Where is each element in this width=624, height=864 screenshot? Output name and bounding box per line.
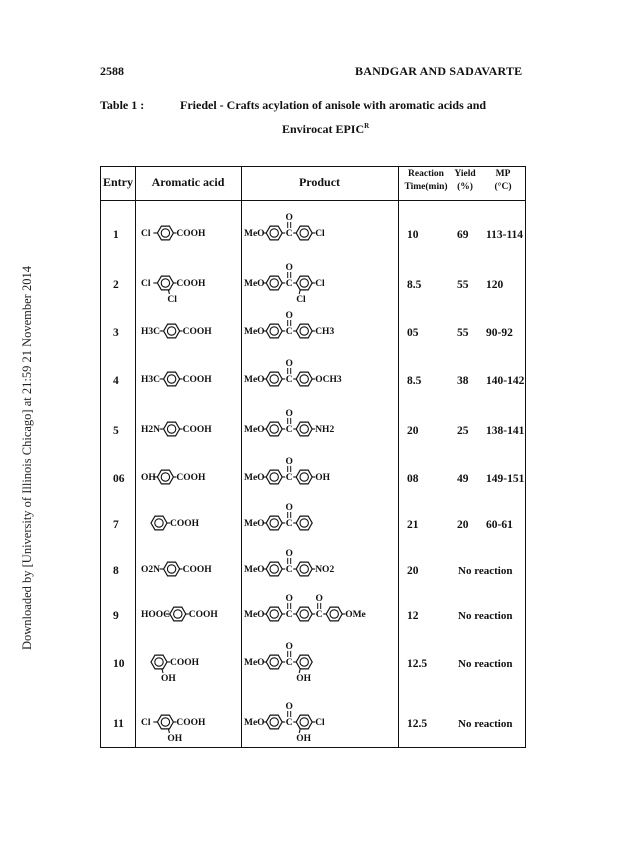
bond-line [299, 729, 300, 733]
results-table [100, 166, 526, 748]
column-divider [135, 167, 136, 747]
carbonyl-oxygen: O [285, 702, 293, 712]
acid-carboxyl: COOH [182, 565, 212, 575]
table-title-line-2 [282, 122, 369, 137]
carbonyl-oxygen: O [285, 642, 293, 652]
aromatic-acid-structure [137, 318, 241, 358]
header-entry: Entry [103, 175, 133, 189]
product-structure [242, 407, 398, 455]
benzene-ring [296, 422, 312, 436]
product-substituent: NO2 [315, 565, 335, 575]
benzene-ring [296, 372, 312, 386]
product-ring-substituent: OH [296, 734, 311, 744]
product-methoxy: MeO [244, 229, 265, 239]
benzene-ring [157, 470, 173, 484]
benzene-ring [266, 562, 282, 576]
header-product: Product [298, 175, 341, 189]
aromatic-acid-structure [137, 220, 241, 260]
benzene-ring [296, 562, 312, 576]
reaction-time: 12 [407, 610, 419, 622]
carbonyl-carbon: C [285, 658, 293, 668]
carbonyl-carbon: C [285, 425, 293, 435]
no-reaction-note: No reaction [458, 610, 513, 622]
benzene-ring [266, 324, 282, 338]
product-methoxy: MeO [244, 279, 265, 289]
product-substituent: OH [315, 473, 330, 483]
header-aromatic-acid: Aromatic acid [151, 175, 225, 189]
carbonyl-carbon: C [315, 610, 323, 620]
no-reaction-note: No reaction [458, 718, 513, 730]
product-structure [242, 700, 398, 748]
header-yield-unit: (%) [457, 182, 473, 192]
benzene-ring [266, 226, 282, 240]
acid-substituent-left: H3C [141, 327, 160, 337]
reaction-time: 12.5 [407, 718, 428, 730]
product-methoxy: MeO [244, 327, 265, 337]
acid-ring-substituent: OH [161, 674, 176, 684]
product-ring-substituent: OH [296, 674, 311, 684]
acid-carboxyl: COOH [176, 229, 206, 239]
product-substituent: Cl [315, 229, 325, 239]
product-structure [242, 309, 398, 357]
carbonyl-carbon: C [285, 279, 293, 289]
yield-value: 69 [457, 229, 469, 241]
header-yield: Yield [454, 169, 476, 179]
benzene-ring [296, 276, 312, 290]
product-methoxy: MeO [244, 565, 265, 575]
carbonyl-oxygen: O [315, 594, 323, 604]
product-structure [242, 211, 398, 259]
entry-number: 8 [113, 565, 119, 577]
entry-number: 1 [113, 229, 119, 241]
aromatic-acid-structure [137, 270, 241, 310]
benzene-ring [266, 715, 282, 729]
bond-line [299, 669, 300, 673]
acid-carboxyl: COOH [182, 327, 212, 337]
running-head: BANDGAR AND SADAVARTE [355, 64, 523, 78]
header-mp: MP [495, 169, 511, 179]
carbonyl-carbon: C [285, 375, 293, 385]
bond-line [299, 290, 300, 294]
benzene-ring [296, 655, 312, 669]
reaction-time: 8.5 [407, 279, 422, 291]
product-substituent: OMe [345, 610, 366, 620]
product-ring-substituent: Cl [296, 295, 306, 305]
melting-point: 140-142 [486, 375, 525, 387]
acid-carboxyl: COOH [188, 610, 218, 620]
page-number: 2588 [100, 64, 124, 78]
carbonyl-carbon: C [285, 565, 293, 575]
melting-point: 90-92 [486, 327, 513, 339]
aromatic-acid-structure [137, 416, 241, 456]
carbonyl-carbon: C [285, 229, 293, 239]
aromatic-acid-structure [137, 601, 241, 641]
header-time: Time(min) [404, 182, 448, 192]
melting-point: 149-151 [486, 473, 525, 485]
reaction-time: 05 [407, 327, 419, 339]
benzene-ring [266, 372, 282, 386]
melting-point: 138-141 [486, 425, 525, 437]
product-structure [242, 261, 398, 309]
bond-line [168, 290, 169, 294]
carbonyl-oxygen: O [285, 213, 293, 223]
entry-number: 3 [113, 327, 119, 339]
product-structure [242, 501, 398, 549]
product-methoxy: MeO [244, 425, 265, 435]
benzene-ring [164, 562, 180, 576]
benzene-ring [266, 276, 282, 290]
benzene-ring [296, 516, 312, 530]
benzene-ring [296, 607, 312, 621]
entry-number: 9 [113, 610, 119, 622]
acid-substituent-left: OH [141, 473, 156, 483]
acid-carboxyl: COOH [182, 425, 212, 435]
carbonyl-oxygen: O [285, 549, 293, 559]
product-substituent: CH3 [315, 327, 335, 337]
yield-value: 49 [457, 473, 469, 485]
carbonyl-carbon: C [285, 718, 293, 728]
product-structure [242, 592, 398, 640]
benzene-ring [151, 516, 167, 530]
carbonyl-oxygen: O [285, 263, 293, 273]
acid-carboxyl: COOH [170, 519, 200, 529]
yield-value: 55 [457, 327, 469, 339]
acid-carboxyl: COOH [182, 375, 212, 385]
yield-value: 20 [457, 519, 469, 531]
carbonyl-oxygen: O [285, 409, 293, 419]
product-structure [242, 455, 398, 503]
carbonyl-oxygen: O [285, 457, 293, 467]
aromatic-acid-structure [137, 510, 241, 550]
header-mp-unit: (°C) [494, 182, 512, 192]
carbonyl-carbon: C [285, 519, 293, 529]
benzene-ring [296, 715, 312, 729]
entry-number: 4 [113, 375, 119, 387]
benzene-ring [157, 715, 173, 729]
reaction-time: 12.5 [407, 658, 428, 670]
acid-substituent-left: HOOC [141, 610, 171, 620]
reaction-time: 8.5 [407, 375, 422, 387]
product-methoxy: MeO [244, 610, 265, 620]
aromatic-acid-structure [137, 709, 241, 749]
melting-point: 120 [486, 279, 504, 291]
entry-number: 5 [113, 425, 119, 437]
benzene-ring [296, 226, 312, 240]
table-title-text: Envirocat EPIC [282, 122, 365, 136]
acid-carboxyl: COOH [176, 718, 206, 728]
reaction-time: 20 [407, 425, 419, 437]
acid-carboxyl: COOH [176, 473, 206, 483]
benzene-ring [296, 470, 312, 484]
carbonyl-oxygen: O [285, 594, 293, 604]
product-substituent: NH2 [315, 425, 335, 435]
acid-substituent-left: Cl [141, 718, 151, 728]
aromatic-acid-structure [137, 649, 241, 689]
benzene-ring [157, 226, 173, 240]
benzene-ring [164, 372, 180, 386]
acid-substituent-left: Cl [141, 279, 151, 289]
acid-substituent-left: O2N [141, 565, 160, 575]
product-substituent: Cl [315, 718, 325, 728]
benzene-ring [266, 470, 282, 484]
product-methoxy: MeO [244, 473, 265, 483]
header-divider [101, 200, 525, 201]
aromatic-acid-structure [137, 556, 241, 596]
benzene-ring [157, 276, 173, 290]
benzene-ring [164, 324, 180, 338]
entry-number: 06 [113, 473, 125, 485]
table-title-line-1: Friedel - Crafts acylation of anisole with aromatic acids and [180, 98, 487, 112]
acid-carboxyl: COOH [176, 279, 206, 289]
product-structure [242, 547, 398, 595]
header-reaction: Reaction [408, 169, 444, 179]
download-notice: Downloaded by [University of Illinois Chicago] at 21:59 21 November 2014 [20, 266, 34, 650]
acid-substituent-left: H3C [141, 375, 160, 385]
benzene-ring [326, 607, 342, 621]
reaction-time: 10 [407, 229, 419, 241]
bond-line [162, 669, 163, 673]
acid-substituent-left: Cl [141, 229, 151, 239]
entry-number: 10 [113, 658, 125, 670]
yield-value: 55 [457, 279, 469, 291]
table-label: Table 1 : [100, 98, 145, 112]
carbonyl-oxygen: O [285, 311, 293, 321]
product-methoxy: MeO [244, 519, 265, 529]
reaction-time: 21 [407, 519, 419, 531]
benzene-ring [296, 324, 312, 338]
carbonyl-oxygen: O [285, 359, 293, 369]
registered-mark: R [364, 122, 370, 130]
acid-ring-substituent: OH [167, 734, 183, 744]
melting-point: 113-114 [486, 229, 524, 241]
melting-point: 60-61 [486, 519, 513, 531]
yield-value: 25 [457, 425, 469, 437]
aromatic-acid-structure [137, 464, 241, 504]
no-reaction-note: No reaction [458, 565, 513, 577]
benzene-ring [164, 422, 180, 436]
carbonyl-carbon: C [285, 473, 293, 483]
product-methoxy: MeO [244, 375, 265, 385]
aromatic-acid-structure [137, 366, 241, 406]
acid-carboxyl: COOH [170, 658, 200, 668]
acid-ring-substituent: Cl [167, 295, 177, 305]
reaction-time: 20 [407, 565, 419, 577]
carbonyl-carbon: C [285, 327, 293, 337]
product-methoxy: MeO [244, 718, 265, 728]
column-divider [398, 167, 399, 747]
benzene-ring [266, 422, 282, 436]
benzene-ring [266, 607, 282, 621]
reaction-time: 08 [407, 473, 419, 485]
no-reaction-note: No reaction [458, 658, 513, 670]
product-methoxy: MeO [244, 658, 265, 668]
carbonyl-oxygen: O [285, 503, 293, 513]
yield-value: 38 [457, 375, 469, 387]
carbonyl-carbon: C [285, 610, 293, 620]
bond-line [168, 729, 169, 733]
product-structure [242, 640, 398, 688]
benzene-ring [266, 516, 282, 530]
entry-number: 7 [113, 519, 119, 531]
acid-substituent-left: H2N [141, 425, 160, 435]
product-substituent: Cl [315, 279, 325, 289]
benzene-ring [266, 655, 282, 669]
benzene-ring [170, 607, 186, 621]
product-structure [242, 357, 398, 405]
entry-number: 2 [113, 279, 119, 291]
product-substituent: OCH3 [315, 375, 342, 385]
entry-number: 11 [113, 718, 124, 730]
benzene-ring [151, 655, 167, 669]
